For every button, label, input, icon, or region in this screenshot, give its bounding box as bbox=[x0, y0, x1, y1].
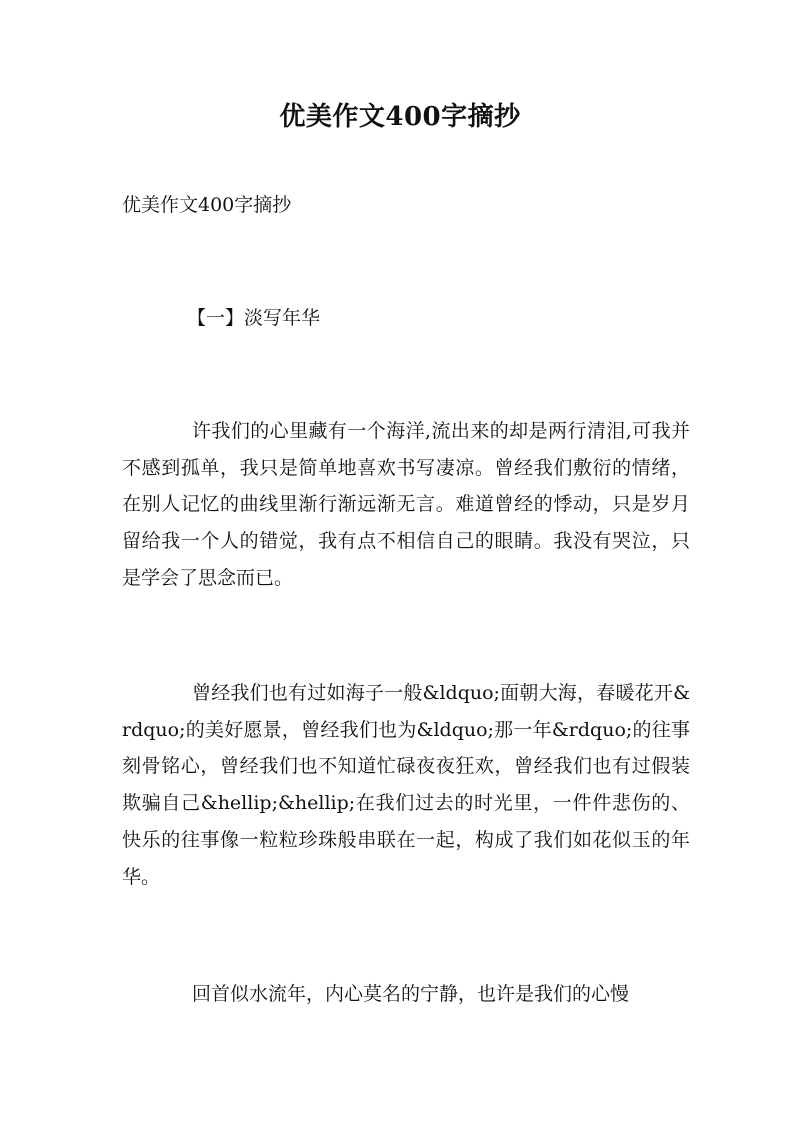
document-subtitle: 优美作文400字摘抄 bbox=[122, 194, 292, 216]
body-paragraph: 曾经我们也有过如海子一般&ldquo;面朝大海，春暖花开&rdquo;的美好愿景，曾经我们也为&ldquo;那一年&rdquo;的往事刻骨铭心，曾经我们也不知道忙碌夜夜狂欢，曾经我们也有过假装欺骗自己&hellip;&hellip;在我们过去的时光里，一件件悲伤的、快乐的往事像一粒粒珍珠般串联在一起，构成了我们如花似玉的年华。 bbox=[122, 682, 690, 888]
body-paragraph: 许我们的心里藏有一个海洋,流出来的却是两行清泪,可我并不感到孤单，我只是简单地喜欢书写凄凉。曾经我们敷衍的情绪，在别人记忆的曲线里渐行渐远渐无言。难道曾经的悸动，只是岁月留给我一个人的错觉，我有点不相信自己的眼睛。我没有哭泣，只是学会了思念而已。 bbox=[122, 420, 690, 589]
section-heading: 【一】淡写年华 bbox=[187, 307, 321, 329]
document-title: 优美作文400字摘抄 bbox=[279, 102, 521, 132]
body-paragraph: 回首似水流年，内心莫名的宁静，也许是我们的心慢 bbox=[192, 983, 630, 1005]
